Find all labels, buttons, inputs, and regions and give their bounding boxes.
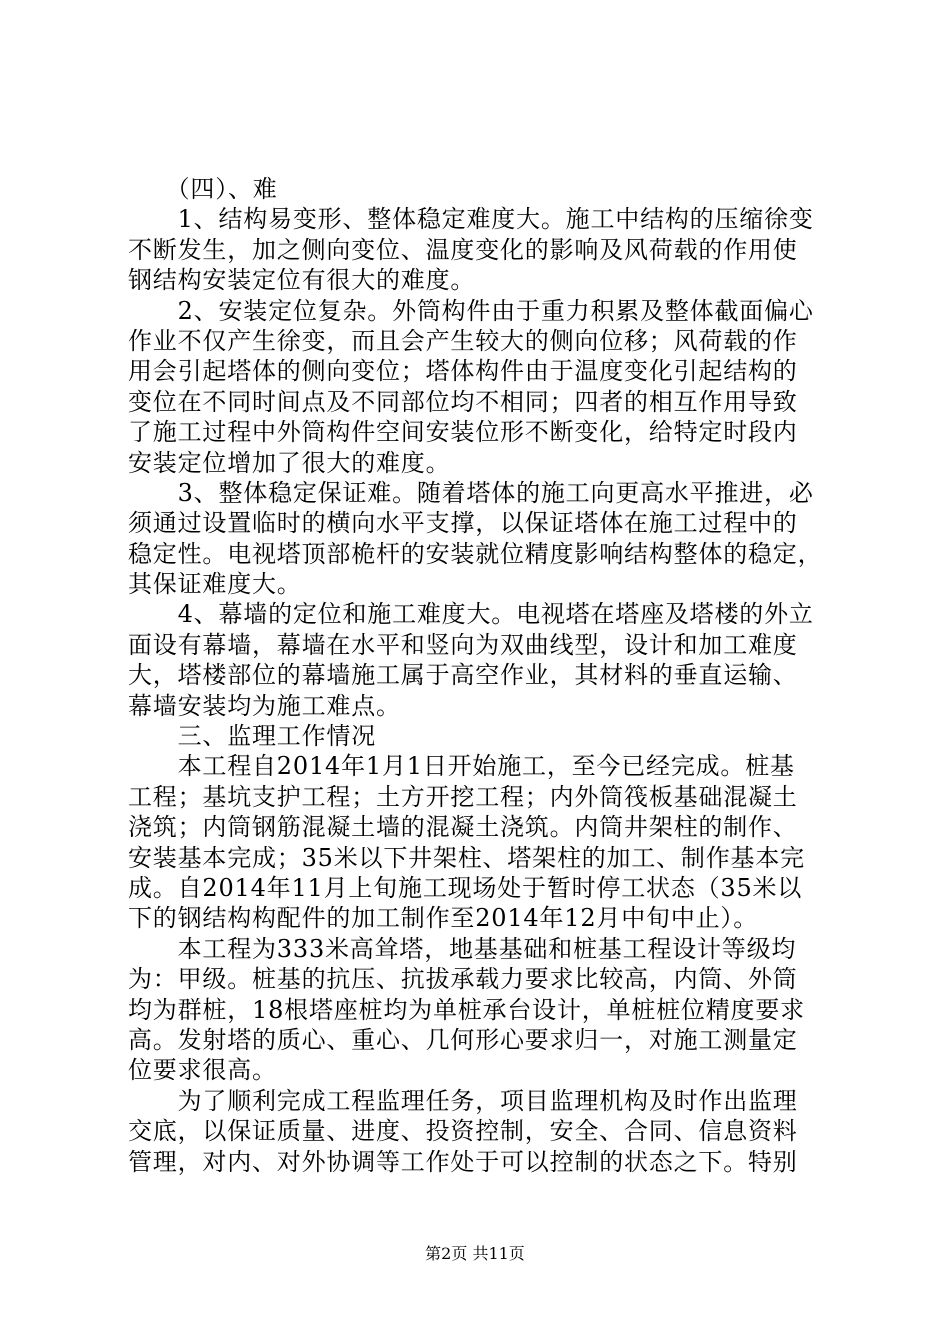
text-line: 作业不仅产生徐变，而且会产生较大的侧向位移；风荷载的作: [128, 326, 798, 355]
text-line: 工程；基坑支护工程；土方开挖工程；内外筒筏板基础混凝土: [128, 782, 798, 811]
text-line: 为了顺利完成工程监理任务，项目监理机构及时作出监理: [128, 1086, 798, 1115]
text-line: 了施工过程中外筒构件空间安装位形不断变化，给特定时段内: [128, 418, 798, 447]
body-text: [128, 174, 838, 1177]
text-line: 为：甲级。桩基的抗压、抗拔承载力要求比较高，内筒、外筒: [128, 965, 798, 994]
text-line: 4、幕墙的定位和施工难度大。电视塔在塔座及塔楼的外立: [128, 600, 814, 629]
text-line: 高。发射塔的质心、重心、几何形心要求归一，对施工测量定: [128, 1025, 798, 1054]
text-line: 本工程自2014年1月1日开始施工，至今已经完成。桩基: [128, 752, 795, 781]
text-line: 稳定性。电视塔顶部桅杆的安装就位精度影响结构整体的稳定，: [128, 539, 823, 568]
text-line: 变位在不同时间点及不同部位均不相同；四者的相互作用导致: [128, 387, 798, 416]
text-line: 1、结构易变形、整体稳定难度大。施工中结构的压缩徐变: [128, 205, 814, 234]
text-line: 钢结构安装定位有很大的难度。: [128, 266, 476, 295]
text-line: 交底，以保证质量、进度、投资控制，安全、合同、信息资料: [128, 1117, 798, 1146]
text-line: 安装定位增加了很大的难度。: [128, 448, 451, 477]
text-line: 安装基本完成；35米以下井架柱、塔架柱的加工、制作基本完: [128, 843, 805, 872]
text-line: 三、监理工作情况: [128, 722, 376, 751]
text-line: 本工程为333米高耸塔，地基基础和桩基工程设计等级均: [128, 934, 797, 963]
text-line: 3、整体稳定保证难。随着塔体的施工向更高水平推进，必: [128, 478, 814, 507]
text-line: 面设有幕墙，幕墙在水平和竖向为双曲线型，设计和加工难度: [128, 630, 798, 659]
text-line: 2、安装定位复杂。外筒构件由于重力积累及整体截面偏心: [128, 296, 814, 325]
text-line: 均为群桩，18根塔座桩均为单桩承台设计，单桩桩位精度要求: [128, 995, 805, 1024]
text-line: 浇筑；内筒钢筋混凝土墙的混凝土浇筑。内筒井架柱的制作、: [128, 813, 798, 842]
text-line: （四）、难: [128, 175, 278, 203]
text-line: 须通过设置临时的横向水平支撑，以保证塔体在施工过程中的: [128, 509, 798, 538]
text-line: 成。自2014年11月上旬施工现场处于暂时停工状态（35米以: [128, 873, 803, 902]
text-line: 其保证难度大。: [128, 570, 302, 599]
text-line: 位要求很高。: [128, 1056, 277, 1085]
text-line: 大，塔楼部位的幕墙施工属于高空作业，其材料的垂直运输、: [128, 661, 798, 690]
text-line: 用会引起塔体的侧向变位；塔体构件由于温度变化引起结构的: [128, 357, 798, 386]
page-number-footer: 第2页 共11页: [425, 1244, 525, 1263]
text-line: 下的钢结构构配件的加工制作至2014年12月中旬中止）。: [128, 904, 759, 933]
text-line: 管理，对内、对外协调等工作处于可以控制的状态之下。特别: [128, 1147, 798, 1176]
text-line: 幕墙安装均为施工难点。: [128, 691, 401, 720]
text-line: 不断发生，加之侧向变位、温度变化的影响及风荷载的作用使: [128, 235, 798, 264]
